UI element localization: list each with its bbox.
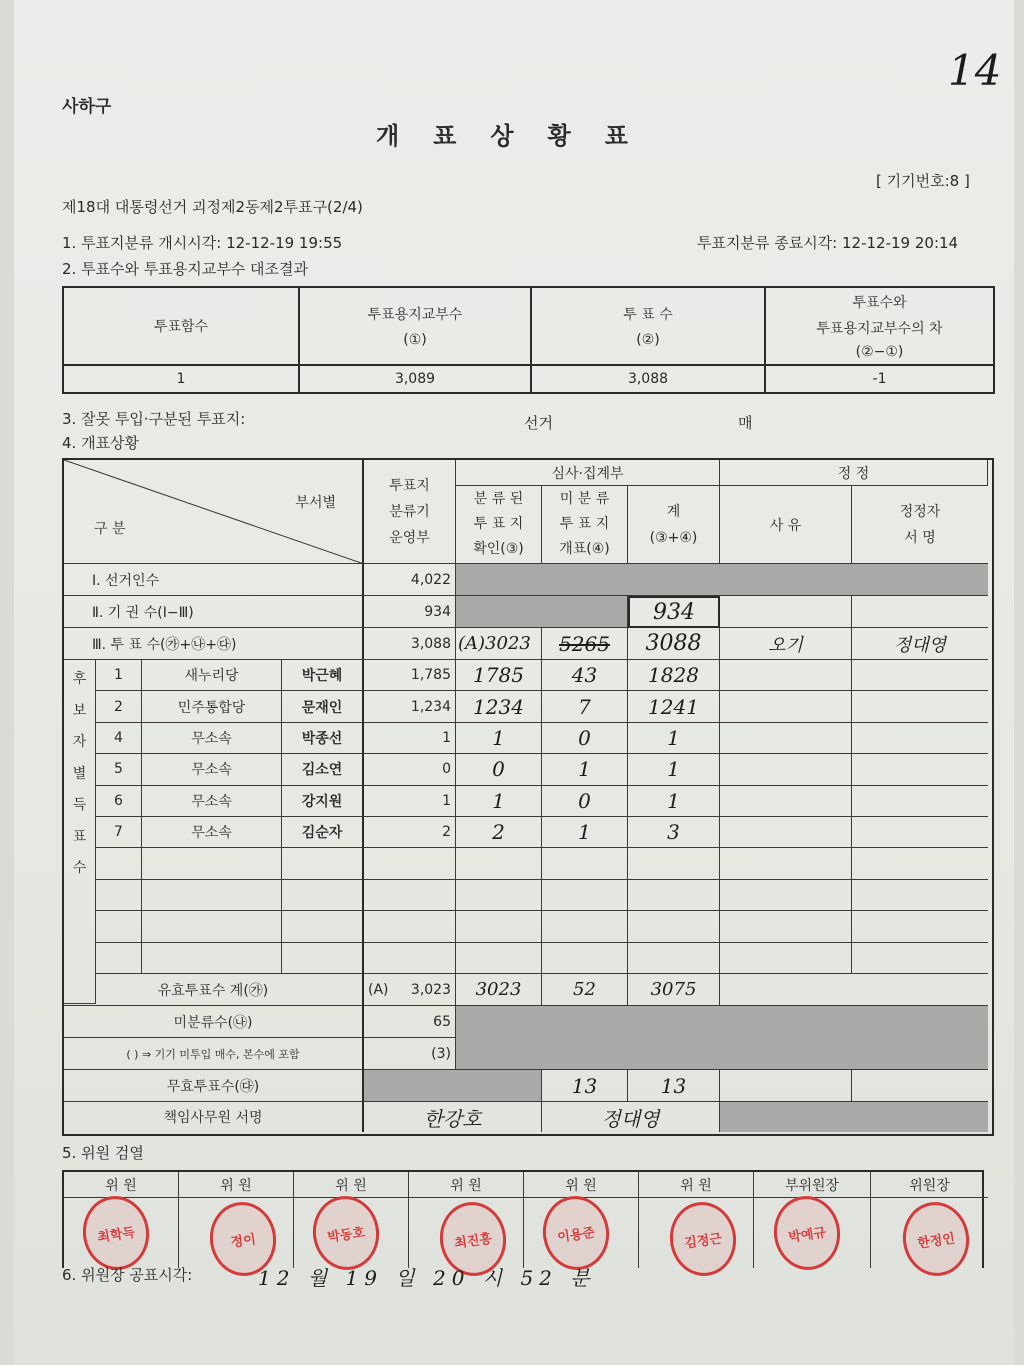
correction-reason: 오기 xyxy=(720,628,852,660)
blank-cell xyxy=(720,1070,852,1102)
invalid-votes-unsorted: 13 xyxy=(542,1070,628,1102)
row-eligible-voters: Ⅰ. 선거인수 xyxy=(64,564,364,596)
section-3-election: 선거 xyxy=(524,414,553,432)
candidate-sorter-votes: 1,785 xyxy=(364,660,456,691)
invalid-votes-sum: 13 xyxy=(628,1070,720,1102)
value-difference: -1 xyxy=(765,365,994,393)
blank-cell xyxy=(852,848,988,879)
blank-cell xyxy=(720,880,852,911)
candidate-sorter-votes xyxy=(364,911,456,942)
total-votes-sorted: (A)3023 xyxy=(456,628,542,660)
candidate-sorter-votes: 0 xyxy=(364,754,456,785)
end-time: 투표지분류 종료시각: 12-12-19 20:14 xyxy=(697,234,959,252)
candidate-party xyxy=(142,848,282,879)
shaded-block xyxy=(456,564,988,596)
candidate-total xyxy=(628,943,720,974)
section-3-heading: 3. 잘못 투입·구분된 투표지: xyxy=(62,410,246,428)
candidate-name xyxy=(282,848,364,879)
candidate-number xyxy=(96,943,142,974)
candidate-unsorted: 43 xyxy=(542,660,628,691)
header-corrector-signature: 정정자 서 명 xyxy=(852,486,988,564)
header-correction: 정 정 xyxy=(720,460,988,486)
blank-cell xyxy=(720,786,852,817)
blank-cell xyxy=(720,974,988,1006)
unsorted-value: 65 xyxy=(364,1006,456,1038)
candidate-party: 무소속 xyxy=(142,786,282,817)
side-label-char: 수 xyxy=(72,860,87,876)
candidate-total xyxy=(628,880,720,911)
candidate-total: 1241 xyxy=(628,691,720,722)
committee-role-label: 위 원 xyxy=(64,1172,179,1198)
committee-seal-cell xyxy=(639,1198,754,1268)
candidate-sorted xyxy=(456,848,542,879)
row-invalid-votes: 무효투표수(㉰) xyxy=(64,1070,364,1102)
eligible-voters-value: 4,022 xyxy=(364,564,456,596)
candidate-votes-side-label xyxy=(64,660,96,1004)
shaded-block xyxy=(456,596,628,628)
blank-cell xyxy=(720,596,852,628)
candidate-total: 1 xyxy=(628,723,720,754)
official-seal-icon: 한정인 xyxy=(898,1198,974,1280)
candidate-number xyxy=(96,880,142,911)
officer-signature-1: 한강호 xyxy=(364,1102,542,1132)
row-unsorted: 미분류수(㉯) xyxy=(64,1006,364,1038)
candidate-number: 1 xyxy=(96,660,142,691)
candidate-sorter-votes xyxy=(364,848,456,879)
candidate-unsorted: 1 xyxy=(542,817,628,848)
candidate-total xyxy=(628,848,720,879)
committee-role-label: 위 원 xyxy=(524,1172,639,1198)
candidate-sorted: 1 xyxy=(456,723,542,754)
election-name: 제18대 대통령선거 괴정제2동제2투표구(2/4) xyxy=(62,198,363,216)
row-abstentions: Ⅱ. 기 권 수(Ⅰ−Ⅲ) xyxy=(64,596,364,628)
header-reason: 사 유 xyxy=(720,486,852,564)
candidate-name xyxy=(282,943,364,974)
total-votes-sum: 3088 xyxy=(628,628,720,660)
candidate-name xyxy=(282,880,364,911)
committee-seal-cell xyxy=(524,1198,639,1268)
section-3-unit: 매 xyxy=(738,414,753,432)
candidate-sorted xyxy=(456,943,542,974)
candidate-sorted: 1 xyxy=(456,786,542,817)
blank-cell xyxy=(852,817,988,848)
candidate-party: 무소속 xyxy=(142,723,282,754)
candidate-party: 무소속 xyxy=(142,754,282,785)
page-number: 14 xyxy=(948,46,1002,95)
header-difference: 투표수와 투표용지교부수의 차 (②−①) xyxy=(765,287,994,365)
row-valid-votes: 유효투표수 계(㉮) xyxy=(64,974,364,1006)
candidate-sorted: 2 xyxy=(456,817,542,848)
side-label-char: 표 xyxy=(72,828,87,845)
candidate-sorted: 0 xyxy=(456,754,542,785)
section-2-heading: 2. 투표수와 투표용지교부수 대조결과 xyxy=(62,260,308,278)
committee-table xyxy=(62,1170,984,1268)
blank-cell xyxy=(720,848,852,879)
candidate-number: 6 xyxy=(96,786,142,817)
committee-seal-cell xyxy=(294,1198,409,1268)
candidate-sorter-votes: 1 xyxy=(364,723,456,754)
header-ballot-boxes: 투표함수 xyxy=(63,287,299,365)
blank-cell xyxy=(852,691,988,722)
side-label-char: 득 xyxy=(72,797,87,813)
candidate-party: 새누리당 xyxy=(142,660,282,691)
section-5-heading: 5. 위원 검열 xyxy=(62,1144,144,1162)
count-status-table xyxy=(62,458,994,1136)
header-issued: 투표용지교부수 (①) xyxy=(299,287,531,365)
row-officer-signature: 책임사무원 서명 xyxy=(64,1102,364,1132)
blank-cell xyxy=(720,691,852,722)
shaded-block xyxy=(720,1102,988,1132)
candidate-name: 문재인 xyxy=(282,691,364,722)
blank-cell xyxy=(852,880,988,911)
header-sorted-ballots: 분 류 된 투 표 지 확인(③) xyxy=(456,486,542,564)
announce-time: 12 월 19 일 20 시 52 분 xyxy=(258,1266,596,1290)
total-votes-unsorted: 5265 xyxy=(542,628,628,660)
district: 사하구 xyxy=(62,97,112,117)
candidate-number: 4 xyxy=(96,723,142,754)
header-sorter-dept: 투표지 분류기 운영부 xyxy=(364,460,456,564)
blank-cell xyxy=(852,660,988,691)
row-total-votes: Ⅲ. 투 표 수(㉮+㉯+㉰) xyxy=(64,628,364,660)
side-label-char: 보 xyxy=(72,702,87,719)
candidate-total: 1 xyxy=(628,786,720,817)
blank-cell xyxy=(852,943,988,974)
valid-votes-value: (A) 3,023 xyxy=(364,974,456,1006)
blank-cell xyxy=(852,786,988,817)
side-label-char: 후 xyxy=(72,671,87,687)
blank-cell xyxy=(720,723,852,754)
candidate-total xyxy=(628,911,720,942)
page-title: 개표상황표 xyxy=(376,122,662,150)
committee-seal-cell xyxy=(179,1198,294,1268)
blank-cell xyxy=(720,911,852,942)
candidate-party xyxy=(142,880,282,911)
committee-role-label: 부위원장 xyxy=(754,1172,871,1198)
header-unsorted-ballots: 미 분 류 투 표 지 개표(④) xyxy=(542,486,628,564)
side-label-char: 별 xyxy=(72,765,87,782)
official-seal-icon: 정이 xyxy=(205,1198,281,1280)
candidate-name: 박종선 xyxy=(282,723,364,754)
committee-role-label: 위원장 xyxy=(871,1172,988,1198)
committee-seal-cell xyxy=(754,1198,871,1268)
row-machine-note: ( ) ⇒ 기기 미투입 매수, 본수에 포함 xyxy=(64,1038,364,1070)
corrector-signature: 정대영 xyxy=(852,628,988,660)
shaded-block xyxy=(456,1006,988,1070)
candidate-unsorted: 7 xyxy=(542,691,628,722)
committee-role-label: 위 원 xyxy=(639,1172,754,1198)
candidate-party xyxy=(142,943,282,974)
candidate-total: 1828 xyxy=(628,660,720,691)
candidate-sorted xyxy=(456,880,542,911)
candidate-name: 김소연 xyxy=(282,754,364,785)
official-seal-icon: 김정근 xyxy=(665,1198,741,1280)
candidate-unsorted: 0 xyxy=(542,723,628,754)
candidate-unsorted xyxy=(542,911,628,942)
abstentions-value: 934 xyxy=(364,596,456,628)
total-votes-value: 3,088 xyxy=(364,628,456,660)
candidate-number xyxy=(96,848,142,879)
blank-cell xyxy=(852,596,988,628)
value-votes: 3,088 xyxy=(531,365,765,393)
candidate-unsorted xyxy=(542,848,628,879)
candidate-party: 무소속 xyxy=(142,817,282,848)
committee-seal-cell xyxy=(409,1198,524,1268)
blank-cell xyxy=(852,911,988,942)
candidate-sorted: 1785 xyxy=(456,660,542,691)
valid-votes-unsorted: 52 xyxy=(542,974,628,1006)
candidate-sorted: 1234 xyxy=(456,691,542,722)
candidate-sorter-votes: 1 xyxy=(364,786,456,817)
section-6-heading: 6. 위원장 공표시각: xyxy=(62,1266,193,1284)
start-time: 1. 투표지분류 개시시각: 12-12-19 19:55 xyxy=(62,234,343,252)
value-ballot-boxes: 1 xyxy=(63,365,299,393)
candidate-name: 김순자 xyxy=(282,817,364,848)
candidate-party xyxy=(142,911,282,942)
ballot-reconciliation-table xyxy=(62,286,995,394)
official-seal-icon: 이용준 xyxy=(538,1192,614,1274)
candidate-name: 박근혜 xyxy=(282,660,364,691)
candidate-number: 2 xyxy=(96,691,142,722)
candidate-unsorted xyxy=(542,943,628,974)
header-total: 계 (③+④) xyxy=(628,486,720,564)
candidate-unsorted: 0 xyxy=(542,786,628,817)
candidate-number: 7 xyxy=(96,817,142,848)
candidate-unsorted: 1 xyxy=(542,754,628,785)
candidate-party: 민주통합당 xyxy=(142,691,282,722)
committee-role-label: 위 원 xyxy=(179,1172,294,1198)
blank-cell xyxy=(720,754,852,785)
value-issued: 3,089 xyxy=(299,365,531,393)
section-4-heading: 4. 개표상황 xyxy=(62,434,140,452)
official-seal-icon: 박동호 xyxy=(308,1192,384,1274)
candidate-sorter-votes xyxy=(364,943,456,974)
candidate-name xyxy=(282,911,364,942)
candidate-sorter-votes: 1,234 xyxy=(364,691,456,722)
blank-cell xyxy=(720,943,852,974)
blank-cell xyxy=(852,754,988,785)
blank-cell xyxy=(852,1070,988,1102)
blank-cell xyxy=(720,817,852,848)
committee-seal-cell xyxy=(871,1198,988,1268)
blank-cell xyxy=(720,660,852,691)
official-seal-icon: 최진흥 xyxy=(435,1198,511,1280)
valid-votes-sorted: 3023 xyxy=(456,974,542,1006)
machine-note-value: (3) xyxy=(364,1038,456,1070)
valid-votes-sum: 3075 xyxy=(628,974,720,1006)
header-corner: 부서별 구 분 xyxy=(64,460,364,564)
machine-number: [ 기기번호:8 ] xyxy=(876,172,970,190)
blank-cell xyxy=(852,723,988,754)
candidate-sorter-votes xyxy=(364,880,456,911)
committee-role-label: 위 원 xyxy=(409,1172,524,1198)
candidate-unsorted xyxy=(542,880,628,911)
committee-seal-cell xyxy=(64,1198,179,1268)
committee-role-label: 위 원 xyxy=(294,1172,409,1198)
header-votes: 투 표 수 (②) xyxy=(531,287,765,365)
shaded-block xyxy=(364,1070,542,1102)
candidate-total: 1 xyxy=(628,754,720,785)
candidate-number xyxy=(96,911,142,942)
abstentions-handwritten: 934 xyxy=(628,596,720,628)
candidate-sorted xyxy=(456,911,542,942)
candidate-total: 3 xyxy=(628,817,720,848)
side-label-char: 자 xyxy=(72,734,87,750)
header-audit-dept: 심사·집계부 xyxy=(456,460,720,486)
candidate-sorter-votes: 2 xyxy=(364,817,456,848)
candidate-name: 강지원 xyxy=(282,786,364,817)
candidate-number: 5 xyxy=(96,754,142,785)
officer-signature-2: 정대영 xyxy=(542,1102,720,1132)
official-seal-icon: 최학득 xyxy=(78,1192,154,1274)
official-seal-icon: 박예규 xyxy=(769,1192,845,1274)
